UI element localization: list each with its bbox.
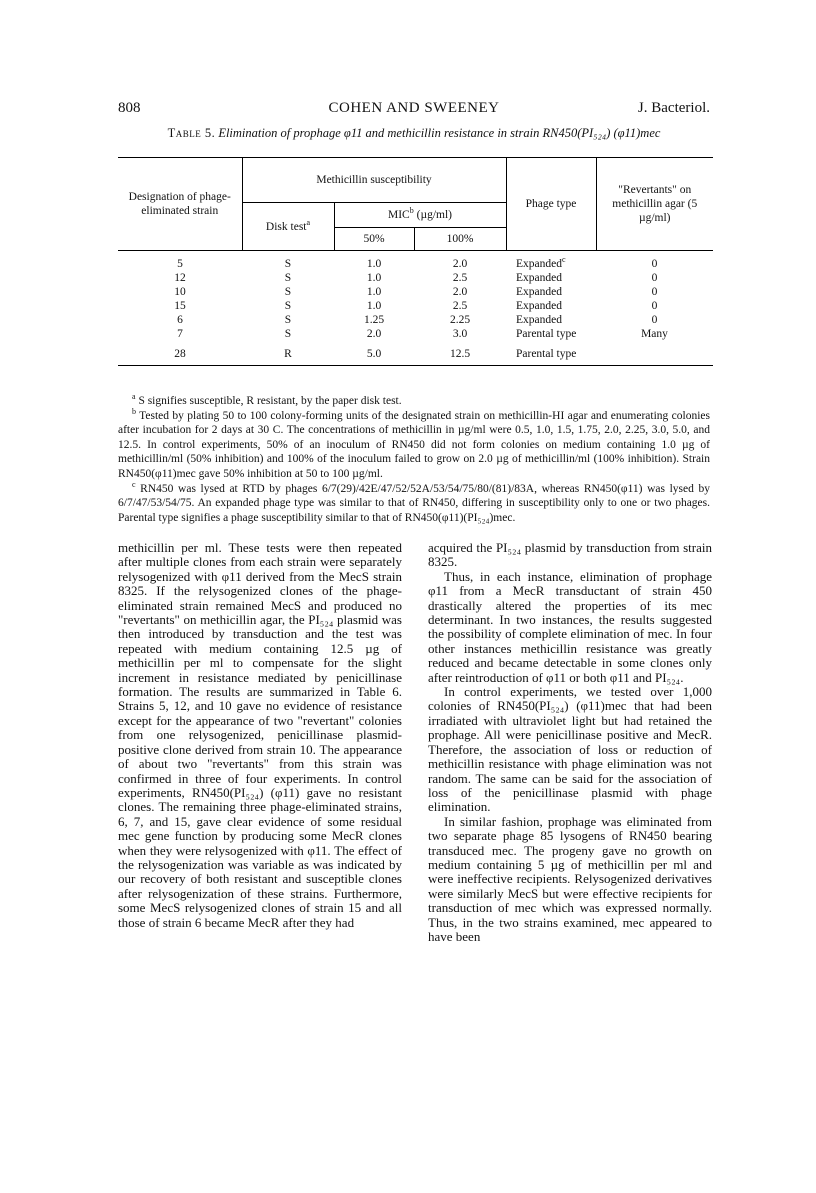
cell-disk-test: S [284,300,292,312]
table-row [118,341,713,366]
cell-mic-100: 12.5 [449,348,471,360]
table-caption-text: Elimination of prophage φ11 and methicillin resistance in strain RN450(PI₅₂₄) (φ11)mec [218,126,661,140]
cell-phage-type: Parental type [516,328,577,340]
cell-mic-100: 2.5 [452,272,468,284]
header-mic-50: 50% [334,228,414,251]
cell-disk-test: R [284,348,292,360]
cell-mic-50: 1.25 [363,314,385,326]
header-mic: MIC$^b$ (µg/ml) [334,203,506,228]
header-disk-test: Disk test$^a$ [242,203,334,251]
cell-strain: 5 [177,258,183,270]
cell-mic-100: 2.5 [452,300,468,312]
cell-mic-100: 2.0 [452,286,468,298]
cell-mic-50: 1.0 [366,258,382,270]
table-5 [118,157,713,366]
cell-phage-type: Expanded [516,314,562,326]
table-body [118,251,713,366]
cell-revertants: 0 [651,300,658,312]
cell-strain: 12 [174,272,186,284]
table-row [118,299,713,313]
footnote-c: $^c$ RN450 was lysed at RTD by phages 6/7(29)/42E/47/52/52A/53/54/75/80/(81)/83A, whereas RN450(φ11) was lysed by 6/7/47/53/54/75. An expanded phage type was similar to that of RN450, differing in susceptibility only to one or two phages. Parental type signifies a phage susceptibility similar to that of RN450(φ11)(PI₅₂₄)mec. [118,479,710,524]
cell-revertants: 0 [651,286,658,298]
table-row [118,271,713,285]
paragraph: In control experiments, we tested over 1,000 colonies of RN450(PI₅₂₄) (φ11)mec that had been irradiated with ultraviolet light but had retained the prophage. All were penicillinase positive and MecR. Therefore, the association of loss or reduction of methicillin resistance with phage elimination was not random. The same can be said for the association of loss of the penicillinase plasmid with phage elimination. [428,684,712,815]
cell-phage-type: Expanded [516,272,562,284]
table-row [118,285,713,299]
left-column [118,541,402,930]
cell-mic-50: 1.0 [366,286,382,298]
page-number: 808 [118,100,141,116]
table-row [118,327,713,341]
table-caption [118,126,710,141]
cell-revertants: 0 [651,314,658,326]
cell-strain: 28 [174,348,186,360]
table-footnotes [118,394,710,525]
header-phage-type: Phage type [506,158,596,251]
cell-phage-type: Expanded$^c$ [516,255,566,270]
cell-mic-100: 3.0 [452,328,468,340]
right-column [428,541,712,944]
cell-strain: 10 [174,286,186,298]
header-methicillin: Methicillin susceptibility [242,158,506,203]
cell-disk-test: S [284,314,292,326]
header-revertants: "Revertants" on methicillin agar (5 µg/ml) [596,158,713,251]
cell-mic-100: 2.0 [452,258,468,270]
cell-disk-test: S [284,328,292,340]
cell-revertants [596,341,713,366]
cell-mic-50: 1.0 [366,300,382,312]
cell-disk-test: S [284,286,292,298]
paragraph: acquired the PI₅₂₄ plasmid by transduction from strain 8325. [428,540,712,570]
cell-phage-type: Parental type [516,348,577,360]
footnote-b: $^b$ Tested by plating 50 to 100 colony-forming units of the designated strain on methicillin-HI agar and enumerating colonies after incubation for 2 days at 30 C. The concentrations of methicillin in µg/ml were 0.5, 1.0, 1.5, 1.75, 2.0, 2.25, 3.0, 5.0, and 12.5. In control experiments, 50% of an inoculum of RN450 did not form colonies on medium containing 1.0 µg of methicillin/ml (50% inhibition) and 100% of the inoculum failed to grow on 2.0 µg of methicillin/ml (100% inhibition). Strain RN450(φ11)mec gave 50% inhibition at 50 to 100 µg/ml. [118,406,710,480]
cell-mic-50: 2.0 [366,328,382,340]
cell-revertants: 0 [651,258,658,270]
cell-mic-100: 2.25 [449,314,471,326]
table-caption-label: Table 5. [167,126,216,140]
cell-revertants: Many [641,328,668,340]
paragraph: Thus, in each instance, elimination of prophage φ11 from a MecR transductant of strain 450 drastically altered the properties of its mec determinant. In two instances, the results suggested the possibility of complete elimination of mec. In four other instances methicillin resistance was greatly reduced and became detectable in some clones only after reintroduction of φ11 or both φ11 and PI₅₂₄. [428,568,712,685]
cell-mic-50: 5.0 [366,348,382,360]
table-row [118,313,713,327]
header-designation: Designation of phage-eliminated strain [118,158,242,251]
cell-strain: 7 [177,328,183,340]
cell-revertants: 0 [651,272,658,284]
table-row [118,251,713,272]
cell-disk-test: S [284,272,292,284]
cell-strain: 15 [174,300,186,312]
header-mic-100: 100% [414,228,506,251]
cell-phage-type: Expanded [516,300,562,312]
cell-phage-type: Expanded [516,286,562,298]
cell-mic-50: 1.0 [366,272,382,284]
running-header [118,100,710,122]
paragraph: In similar fashion, prophage was eliminated from two separate phage 85 lysogens of RN450 bearing transduced mec. The progeny gave no growth on medium containing 5 µg of methicillin per ml and were ineffective recipients. Relysogenized derivatives were similarly MecS but were effective recipients for transduction of mec which was expressed normally. Thus, in the two strains examined, mec appeared to have been [428,813,712,944]
paragraph: methicillin per ml. These tests were then repeated after multiple clones from each strain were separately relysogenized with φ11 derived from the MecS strain 8325. If the relysogenized clones of the phage-eliminated strain remained MecS and produced no "revertants" on methicillin agar, the PI₅₂₄ plasmid was then introduced by transduction and the test was repeated with medium containing 12.5 µg of methicillin per ml to compensate for the slight increment in resistance mediated by penicillinase formation. The results are summarized in Table 6. Strains 5, 12, and 10 gave no evidence of resistance except for the appearance of two "revertant" colonies from one relysogenized, penicillinase plasmid-positive clone derived from strain 10. The appearance of about two "revertants" from this strain was confirmed in three of four experiments. In control experiments, RN450(PI₅₂₄) (φ11) gave no resistant clones. The remaining three phage-eliminated strains, 6, 7, and 15, gave clear evidence of some residual mec gene function by producing some MecR clones when they were relysogenized with φ11. The effect of the relysogenization was variable as was indicated by our recovery of both resistant and susceptible clones after relysogenization of these strains. Furthermore, some MecS relysogenized clones of strain 15 and all those of strain 6 became MecR after they had [118,540,402,930]
running-authors: COHEN AND SWEENEY [328,100,500,116]
cell-disk-test: S [284,258,292,270]
journal-name: J. Bacteriol. [637,100,710,116]
cell-strain: 6 [177,314,183,326]
footnote-a: $^a$ S signifies susceptible, R resistant, by the paper disk test. [132,392,402,407]
